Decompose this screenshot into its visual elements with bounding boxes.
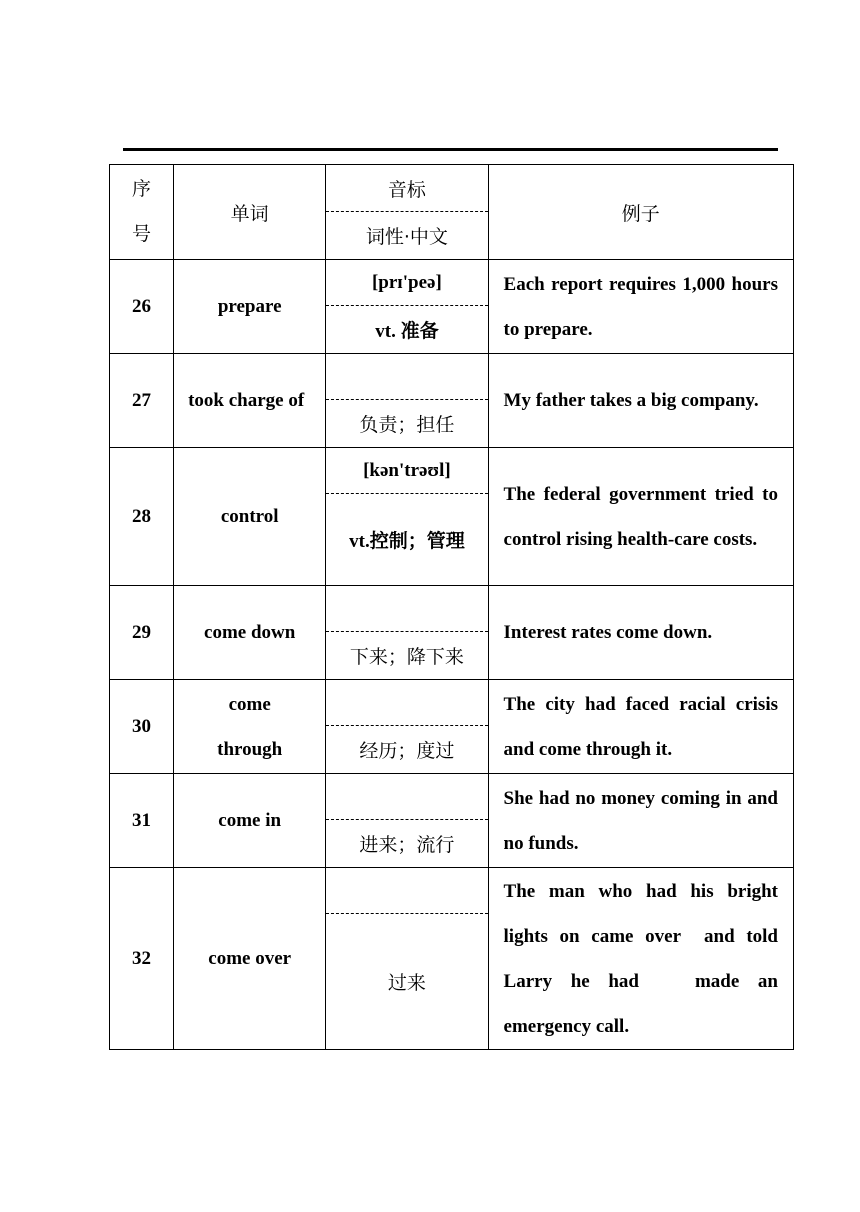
row-word: come in xyxy=(174,774,326,868)
row-meaning: 负责；担任 xyxy=(359,413,455,436)
top-rule xyxy=(123,148,778,151)
header-number-line1: 序 xyxy=(132,178,152,200)
header-phonetic-cell xyxy=(326,165,488,260)
row-example: She had no money coming in and no funds. xyxy=(488,774,793,868)
row-example: The man who had his bright lights on came over and told Larry he had made an emergency call. xyxy=(488,868,793,1050)
row-example: Interest rates come down. xyxy=(488,586,793,680)
table-row xyxy=(110,354,794,448)
row-word: come through xyxy=(174,680,326,774)
row-phonetic-cell xyxy=(326,354,488,448)
row-word: come over xyxy=(174,868,326,1050)
row-meaning: 下来；降下来 xyxy=(349,645,464,668)
table-row xyxy=(110,774,794,868)
header-word: 单词 xyxy=(174,165,326,260)
row-number: 28 xyxy=(110,448,174,586)
row-number: 29 xyxy=(110,586,174,680)
table-row xyxy=(110,586,794,680)
row-number: 26 xyxy=(110,260,174,354)
header-example: 例子 xyxy=(488,165,793,260)
row-phonetic-cell xyxy=(326,448,488,586)
row-phonetic xyxy=(326,868,487,914)
row-word: come down xyxy=(174,586,326,680)
row-example: My father takes a big company. xyxy=(488,354,793,448)
row-phonetic-cell xyxy=(326,774,488,868)
row-phonetic xyxy=(326,354,487,400)
row-phonetic xyxy=(326,680,487,726)
table-row xyxy=(110,260,794,354)
row-phonetic: [prɪ'peə] xyxy=(326,260,487,306)
row-meaning xyxy=(326,494,487,584)
header-phonetic: 音标 xyxy=(326,165,487,212)
header-number xyxy=(110,165,174,260)
row-meaning xyxy=(326,306,487,352)
row-phonetic-cell xyxy=(326,868,488,1050)
header-pos-cn: 词性·中文 xyxy=(365,225,448,248)
row-phonetic xyxy=(326,774,487,820)
row-phonetic xyxy=(326,586,487,632)
row-word: took charge of xyxy=(174,354,326,448)
row-number: 27 xyxy=(110,354,174,448)
vocabulary-table xyxy=(109,164,794,1050)
row-word: control xyxy=(174,448,326,586)
table-row xyxy=(110,680,794,774)
table-header-row xyxy=(110,165,794,260)
row-example: The federal government tried to control rising health-care costs. xyxy=(488,448,793,586)
row-phonetic-cell xyxy=(326,680,488,774)
row-phonetic-cell xyxy=(326,586,488,680)
header-number-line2: 号 xyxy=(132,223,152,245)
row-number: 32 xyxy=(110,868,174,1050)
row-meaning: 进来；流行 xyxy=(359,833,455,856)
row-meaning: 经历；度过 xyxy=(359,739,455,762)
row-number: 30 xyxy=(110,680,174,774)
row-meaning: 过来 xyxy=(387,971,426,994)
table-row xyxy=(110,868,794,1050)
row-number: 31 xyxy=(110,774,174,868)
table-row xyxy=(110,448,794,586)
row-meaning-text: vt. 准备 xyxy=(375,320,439,342)
row-example: Each report requires 1,000 hours to prepare. xyxy=(488,260,793,354)
row-phonetic-cell xyxy=(326,260,488,354)
row-meaning-text: vt.控制；管理 xyxy=(349,530,465,552)
row-example: The city had faced racial crisis and come through it. xyxy=(488,680,793,774)
row-word: prepare xyxy=(174,260,326,354)
row-phonetic: [kən'trəʊl] xyxy=(326,448,487,494)
